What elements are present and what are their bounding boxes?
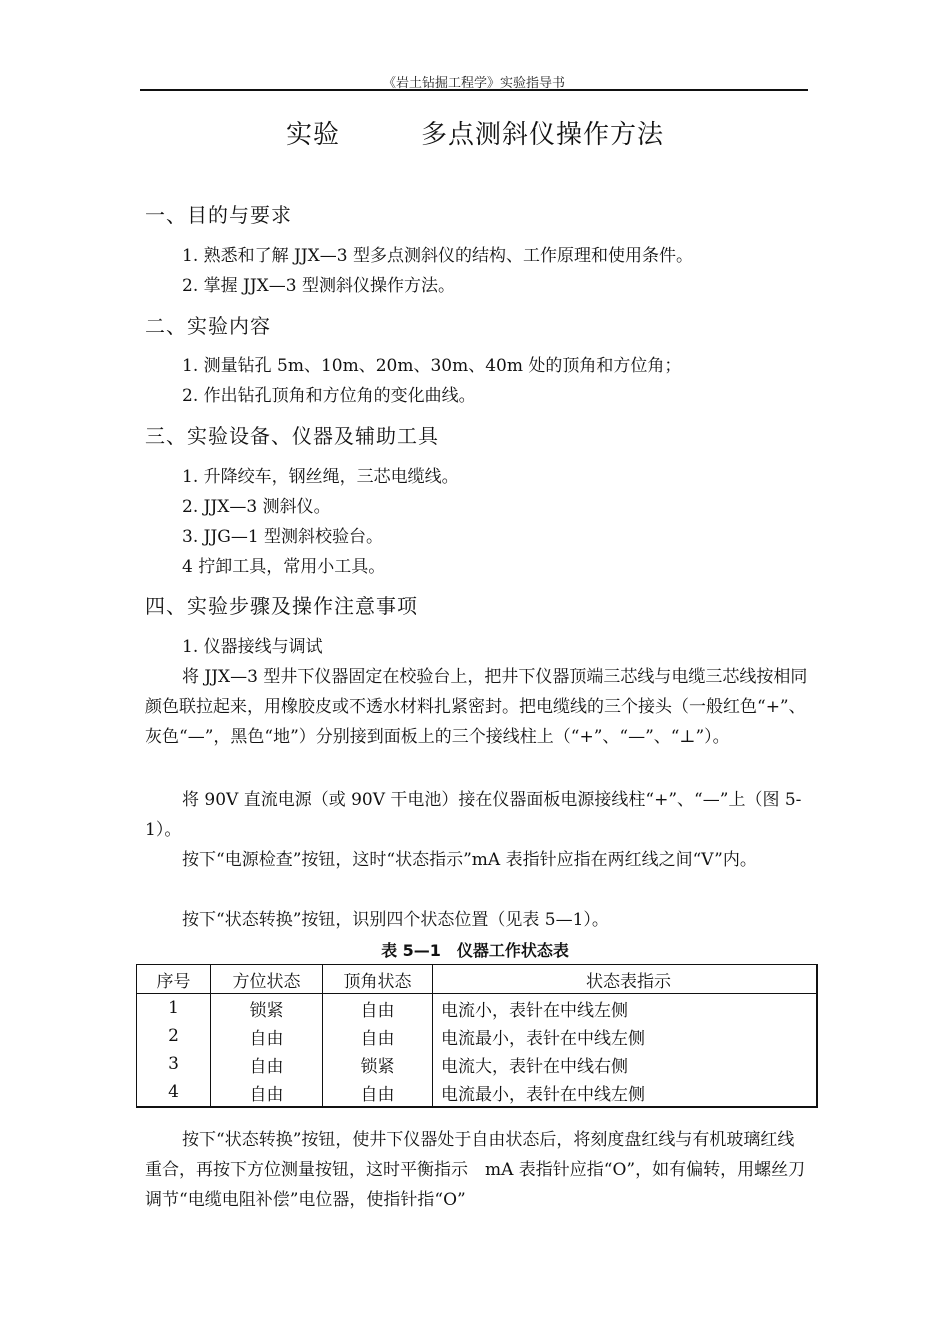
section-heading-1: 一、目的与要求 <box>145 203 292 227</box>
column-header: 方位状态 <box>211 965 323 994</box>
page-title: 实验 多点测斜仪操作方法 <box>285 120 664 150</box>
header-rule <box>140 89 808 91</box>
column-header: 序号 <box>137 965 211 994</box>
table-cell: 1 <box>168 998 179 1018</box>
paragraph: 按下“状态转换”按钮，使井下仪器处于自由状态后，将刻度盘红线与有机玻璃红线重合，再按下方位测量按钮，这时平衡指示 mA 表指针应指“O”，如有偏转，用螺丝刀调节“电缆电阻补偿”电位器，使指针指“O” <box>145 1130 806 1210</box>
table-cell: 自由 <box>323 1022 433 1050</box>
table-row <box>137 1050 818 1078</box>
table-cell: 自由 <box>211 1078 323 1107</box>
table-row <box>137 994 818 1023</box>
table-caption: 表 5—1 仪器工作状态表 <box>381 941 569 960</box>
list-item: 3. JJG—1 型测斜校验台。 <box>182 527 384 547</box>
paragraph: 将 90V 直流电源（或 90V 干电池）接在仪器面板电源接线柱“+”、“—”上（图 5-1）。 <box>145 790 802 840</box>
table-cell: 锁紧 <box>323 1050 433 1078</box>
list-item: 4 拧卸工具，常用小工具。 <box>182 557 386 577</box>
list-item: 2. 作出钻孔顶角和方位角的变化曲线。 <box>182 386 476 406</box>
list-item: 1. 熟悉和了解 JJX—3 型多点测斜仪的结构、工作原理和使用条件。 <box>182 246 693 266</box>
section-heading-4: 四、实验步骤及操作注意事项 <box>145 594 418 618</box>
page-header: 《岩土钻掘工程学》实验指导书 <box>382 76 565 91</box>
table-cell: 自由 <box>211 1050 323 1078</box>
table-cell: 自由 <box>323 1078 433 1107</box>
table-cell: 自由 <box>323 994 433 1023</box>
table-cell: 电流最小，表针在中线左侧 <box>433 1078 818 1107</box>
section-heading-3: 三、实验设备、仪器及辅助工具 <box>145 424 439 448</box>
column-header: 状态表指示 <box>433 965 818 994</box>
table-cell: 3 <box>168 1054 179 1074</box>
table-row <box>137 1078 818 1107</box>
section-heading-2: 二、实验内容 <box>145 314 271 338</box>
paragraph: 将 JJX—3 型井下仪器固定在校验台上，把井下仪器顶端三芯线与电缆三芯线按相同颜色联拉起来，用橡胶皮或不透水材料扎紧密封。把电缆线的三个接头（一般红色“+”、灰色“—”，黑色“地”）分别接到面板上的三个接线柱上（“+”、“—”、“⊥”）。 <box>145 667 808 747</box>
table-cell: 4 <box>168 1082 179 1102</box>
table-cell: 自由 <box>211 1022 323 1050</box>
table-cell: 电流小，表针在中线左侧 <box>433 994 818 1023</box>
list-item: 2. JJX—3 测斜仪。 <box>182 497 331 517</box>
state-table <box>136 964 818 1108</box>
column-header: 顶角状态 <box>323 965 433 994</box>
list-item: 1. 测量钻孔 5m、10m、20m、30m、40m 处的顶角和方位角； <box>182 356 682 376</box>
table-cell: 锁紧 <box>211 994 323 1023</box>
paragraph: 按下“状态转换”按钮，识别四个状态位置（见表 5—1）。 <box>182 910 609 930</box>
list-item: 1. 升降绞车，钢丝绳，三芯电缆线。 <box>182 467 459 487</box>
table-cell: 电流最小，表针在中线左侧 <box>433 1022 818 1050</box>
list-item: 2. 掌握 JJX—3 型测斜仪操作方法。 <box>182 276 455 296</box>
table-header-row <box>137 965 818 994</box>
table-row <box>137 1022 818 1050</box>
table-cell: 2 <box>168 1026 179 1046</box>
table-cell: 电流大，表针在中线右侧 <box>433 1050 818 1078</box>
list-item: 1. 仪器接线与调试 <box>182 637 323 657</box>
paragraph: 按下“电源检查”按钮，这时“状态指示”mA 表指针应指在两红线之间“V”内。 <box>182 850 757 870</box>
